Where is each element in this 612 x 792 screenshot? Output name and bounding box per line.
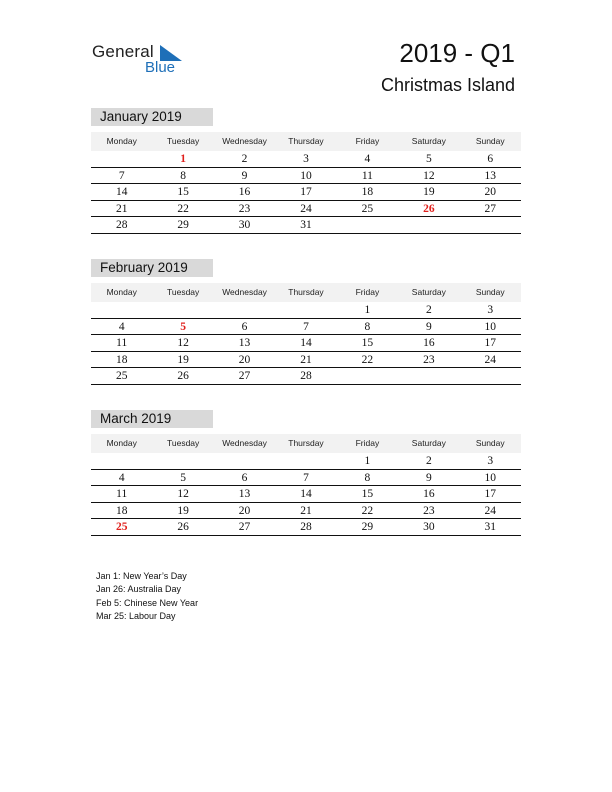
week-row bbox=[91, 151, 521, 168]
logo-word-blue: Blue bbox=[145, 59, 176, 76]
date-cell: 2 bbox=[241, 153, 248, 165]
date-cell: 10 bbox=[484, 320, 496, 333]
date-grid bbox=[91, 302, 521, 385]
date-cell: 8 bbox=[180, 169, 186, 182]
date-cell: 5 bbox=[425, 153, 432, 165]
date-cell: 8 bbox=[364, 471, 371, 484]
empty-date-cell bbox=[91, 151, 152, 167]
date-cell: 22 bbox=[361, 504, 374, 517]
date-cell: 23 bbox=[423, 353, 435, 366]
week-row bbox=[91, 503, 521, 520]
weekday-label: Saturday bbox=[411, 438, 446, 448]
holiday-note: Feb 5: Chinese New Year bbox=[96, 597, 199, 608]
date-cell: 17 bbox=[484, 337, 496, 349]
weekday-label: Thursday bbox=[288, 438, 324, 448]
date-cell: 11 bbox=[116, 337, 128, 349]
date-cell: 10 bbox=[484, 471, 496, 484]
date-cell: 3 bbox=[487, 455, 494, 467]
week-row bbox=[91, 335, 521, 352]
date-cell: 20 bbox=[238, 353, 251, 366]
weekday-label: Wednesday bbox=[222, 136, 267, 146]
date-cell: 20 bbox=[238, 504, 251, 517]
date-cell: 19 bbox=[423, 186, 435, 198]
empty-date-cell bbox=[91, 302, 152, 318]
date-cell: 18 bbox=[361, 186, 374, 198]
week-row bbox=[91, 519, 521, 536]
date-cell: 5 bbox=[180, 471, 186, 484]
empty-date-cell bbox=[275, 453, 336, 469]
empty-date-cell bbox=[337, 368, 398, 384]
date-cell: 28 bbox=[115, 219, 128, 231]
date-cell: 15 bbox=[361, 488, 374, 500]
date-cell: 14 bbox=[300, 337, 312, 349]
month-title: January 2019 bbox=[91, 108, 213, 126]
week-row bbox=[91, 168, 521, 185]
holiday-note: Jan 1: New Year’s Day bbox=[96, 571, 187, 581]
holiday-date-cell: 26 bbox=[423, 202, 435, 215]
date-cell: 2 bbox=[425, 455, 432, 467]
date-cell: 6 bbox=[487, 153, 494, 165]
weekday-label: Thursday bbox=[288, 136, 324, 146]
weekday-label: Saturday bbox=[411, 136, 446, 146]
date-cell: 23 bbox=[423, 504, 435, 517]
region-name: Christmas Island bbox=[380, 75, 515, 95]
date-cell: 12 bbox=[423, 169, 435, 182]
holiday-note: Mar 25: Labour Day bbox=[96, 610, 176, 621]
week-row bbox=[91, 470, 521, 487]
week-row bbox=[91, 368, 521, 385]
weekday-label: Sunday bbox=[475, 287, 505, 297]
empty-date-cell bbox=[91, 453, 152, 469]
date-cell: 6 bbox=[241, 320, 248, 333]
week-row bbox=[91, 184, 521, 201]
date-cell: 8 bbox=[364, 320, 371, 333]
month-february bbox=[91, 259, 521, 385]
date-cell: 27 bbox=[238, 370, 251, 382]
date-cell: 27 bbox=[238, 521, 251, 533]
week-row bbox=[91, 486, 521, 503]
generalblue-logo bbox=[92, 40, 192, 80]
date-cell: 29 bbox=[361, 521, 374, 533]
date-cell: 24 bbox=[300, 202, 312, 215]
page-title: 2019 - Q1 bbox=[399, 38, 515, 68]
week-row bbox=[91, 217, 521, 234]
date-cell: 17 bbox=[300, 186, 312, 198]
date-cell: 11 bbox=[361, 169, 373, 182]
weekday-label: Tuesday bbox=[166, 136, 200, 146]
date-cell: 29 bbox=[177, 219, 189, 231]
empty-date-cell bbox=[337, 217, 398, 233]
date-cell: 3 bbox=[487, 304, 494, 316]
holiday-date-cell: 5 bbox=[180, 320, 186, 333]
week-row bbox=[91, 201, 521, 218]
empty-date-cell bbox=[152, 302, 213, 318]
date-cell: 19 bbox=[177, 504, 189, 517]
date-grid bbox=[91, 151, 521, 234]
date-cell: 21 bbox=[300, 353, 312, 366]
date-cell: 18 bbox=[115, 353, 128, 366]
date-cell: 30 bbox=[423, 521, 435, 533]
date-cell: 24 bbox=[484, 353, 496, 366]
date-cell: 25 bbox=[115, 370, 128, 382]
holiday-date-cell: 1 bbox=[180, 153, 186, 165]
holiday-note: Jan 26: Australia Day bbox=[96, 584, 182, 595]
date-cell: 4 bbox=[118, 471, 125, 484]
date-cell: 24 bbox=[484, 504, 496, 517]
weekday-label: Wednesday bbox=[222, 287, 267, 297]
weekday-label: Saturday bbox=[411, 287, 446, 297]
date-cell: 20 bbox=[484, 186, 496, 198]
date-cell: 9 bbox=[241, 169, 248, 182]
weekday-header-row bbox=[91, 283, 521, 302]
date-cell: 30 bbox=[238, 219, 251, 231]
date-cell: 4 bbox=[118, 320, 125, 333]
date-cell: 21 bbox=[300, 504, 312, 517]
date-cell: 22 bbox=[177, 202, 189, 215]
empty-date-cell bbox=[398, 217, 459, 233]
date-cell: 28 bbox=[300, 521, 312, 533]
week-row bbox=[91, 302, 521, 319]
date-grid bbox=[91, 453, 521, 536]
logo-word-general: General bbox=[92, 42, 154, 61]
date-cell: 18 bbox=[115, 504, 128, 517]
weekday-label: Thursday bbox=[288, 287, 324, 297]
weekday-label: Friday bbox=[355, 438, 380, 448]
date-cell: 31 bbox=[484, 521, 496, 533]
date-cell: 1 bbox=[364, 455, 371, 467]
date-cell: 14 bbox=[115, 186, 128, 198]
date-cell: 4 bbox=[364, 153, 371, 165]
date-cell: 27 bbox=[484, 202, 496, 215]
week-row bbox=[91, 453, 521, 470]
date-cell: 16 bbox=[423, 488, 435, 500]
weekday-header-row bbox=[91, 434, 521, 453]
date-cell: 15 bbox=[177, 186, 189, 198]
weekday-label: Tuesday bbox=[166, 438, 200, 448]
date-cell: 12 bbox=[177, 337, 189, 349]
date-cell: 11 bbox=[116, 488, 128, 500]
date-cell: 13 bbox=[238, 337, 251, 349]
date-cell: 10 bbox=[300, 169, 312, 182]
week-row bbox=[91, 352, 521, 369]
date-cell: 3 bbox=[303, 153, 309, 165]
date-cell: 26 bbox=[177, 521, 189, 533]
date-cell: 21 bbox=[115, 202, 128, 215]
date-cell: 23 bbox=[238, 202, 251, 215]
date-cell: 9 bbox=[425, 471, 432, 484]
date-cell: 2 bbox=[425, 304, 432, 316]
weekday-label: Sunday bbox=[475, 136, 505, 146]
date-cell: 16 bbox=[238, 186, 251, 198]
date-cell: 7 bbox=[118, 169, 125, 182]
date-cell: 7 bbox=[303, 471, 309, 484]
date-cell: 17 bbox=[484, 488, 496, 500]
weekday-label: Tuesday bbox=[166, 287, 200, 297]
weekday-header-row bbox=[91, 132, 521, 151]
date-cell: 16 bbox=[423, 337, 435, 349]
empty-date-cell bbox=[214, 453, 275, 469]
empty-date-cell bbox=[275, 302, 336, 318]
empty-date-cell bbox=[460, 368, 521, 384]
empty-date-cell bbox=[398, 368, 459, 384]
weekday-label: Monday bbox=[106, 438, 137, 448]
week-row bbox=[91, 319, 521, 336]
weekday-label: Wednesday bbox=[222, 438, 267, 448]
date-cell: 14 bbox=[300, 488, 312, 500]
date-cell: 1 bbox=[364, 304, 371, 316]
month-january bbox=[91, 108, 521, 234]
date-cell: 22 bbox=[361, 353, 374, 366]
weekday-label: Monday bbox=[106, 136, 137, 146]
holiday-notes bbox=[96, 570, 198, 623]
date-cell: 9 bbox=[425, 320, 432, 333]
date-cell: 28 bbox=[300, 370, 312, 382]
date-cell: 25 bbox=[361, 202, 374, 215]
date-cell: 26 bbox=[177, 370, 189, 382]
date-cell: 7 bbox=[303, 320, 309, 333]
empty-date-cell bbox=[152, 453, 213, 469]
date-cell: 13 bbox=[238, 488, 251, 500]
date-cell: 12 bbox=[177, 488, 189, 500]
month-march bbox=[91, 410, 521, 536]
month-title: February 2019 bbox=[91, 259, 213, 277]
weekday-label: Friday bbox=[355, 287, 380, 297]
date-cell: 13 bbox=[484, 169, 496, 182]
weekday-label: Sunday bbox=[475, 438, 505, 448]
holiday-date-cell: 25 bbox=[115, 521, 128, 533]
empty-date-cell bbox=[214, 302, 275, 318]
month-title: March 2019 bbox=[91, 410, 213, 428]
date-cell: 6 bbox=[241, 471, 248, 484]
date-cell: 31 bbox=[300, 219, 312, 231]
date-cell: 19 bbox=[177, 353, 189, 366]
weekday-label: Monday bbox=[106, 287, 137, 297]
empty-date-cell bbox=[460, 217, 521, 233]
date-cell: 15 bbox=[361, 337, 374, 349]
weekday-label: Friday bbox=[355, 136, 380, 146]
